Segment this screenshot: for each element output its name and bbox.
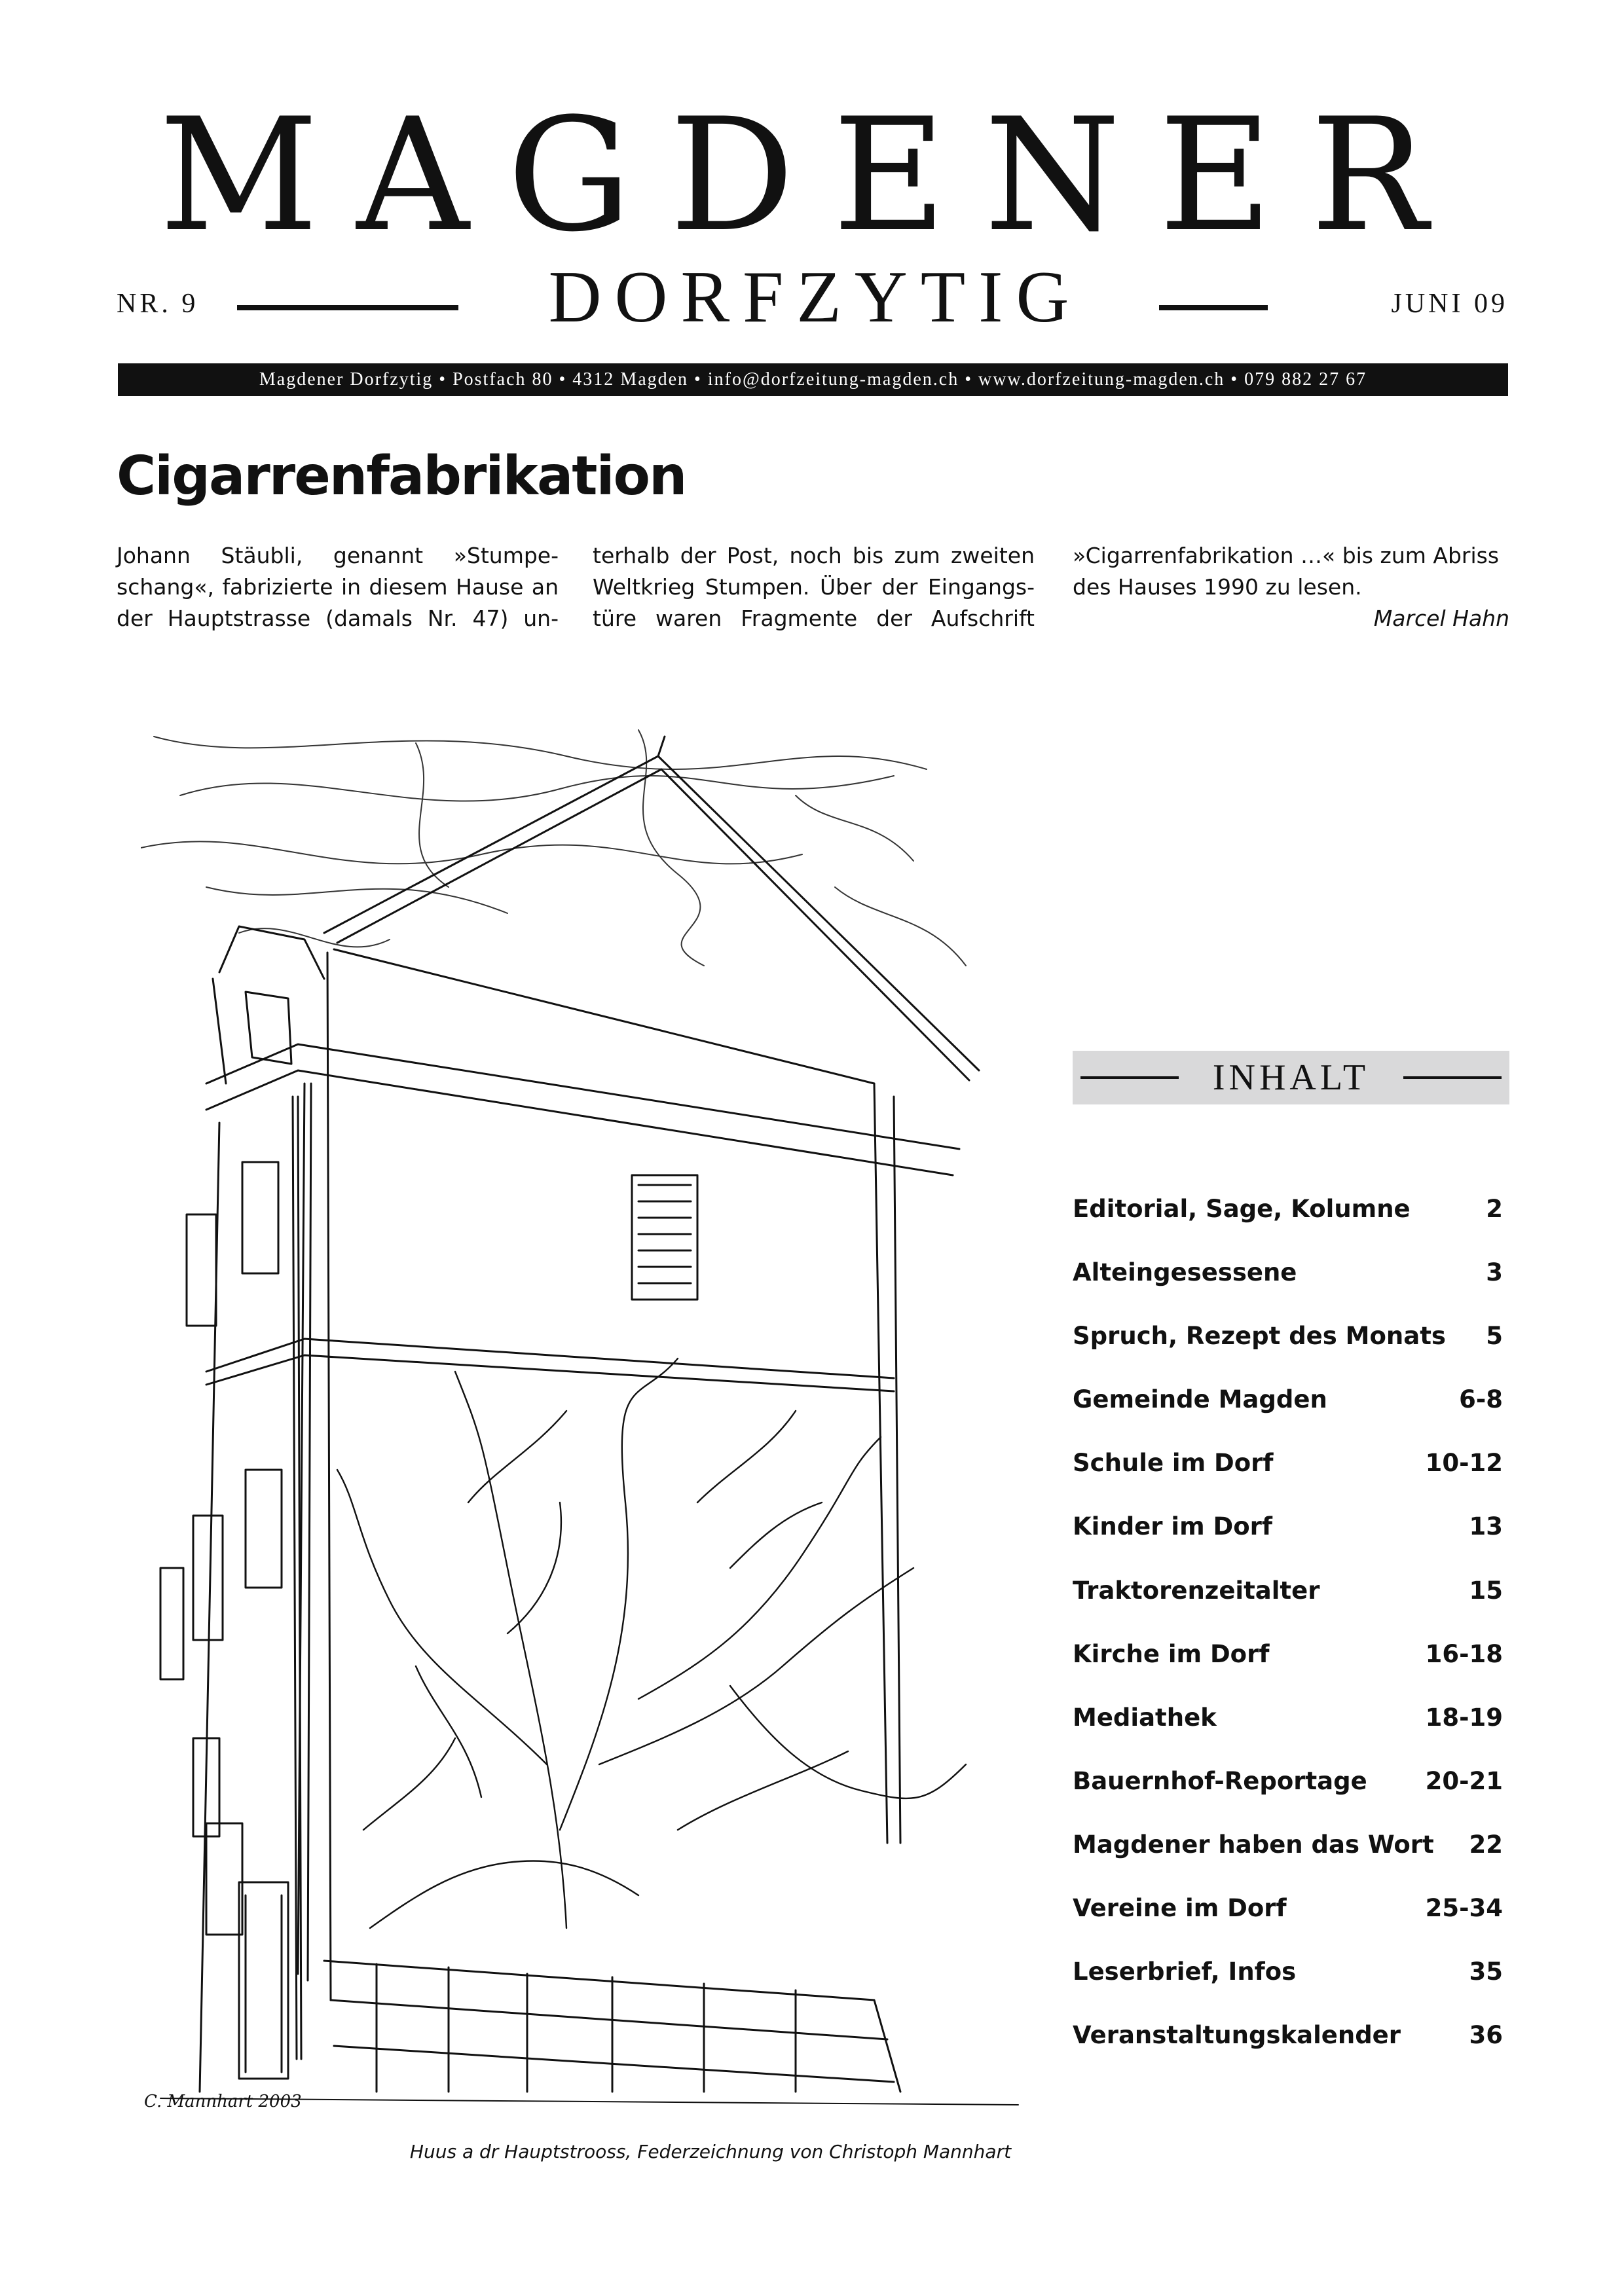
toc-page: 3: [1486, 1258, 1503, 1287]
toc-title: Gemeinde Magden: [1073, 1385, 1327, 1414]
issue-number: NR. 9: [117, 289, 199, 319]
toc-title: Bauernhof-Reportage: [1073, 1766, 1367, 1795]
toc-entry[interactable]: [1073, 1258, 1503, 1322]
toc-title: Kinder im Dorf: [1073, 1512, 1272, 1541]
toc-entry[interactable]: [1073, 1767, 1503, 1831]
masthead-rule-left: [237, 305, 458, 310]
toc-title: Spruch, Rezept des Monats: [1073, 1322, 1446, 1351]
contents-heading: INHALT: [1179, 1054, 1403, 1101]
toc-entry[interactable]: [1073, 1576, 1503, 1640]
toc-page: 15: [1469, 1576, 1503, 1605]
toc-title: Magdener haben das Wort: [1073, 1830, 1434, 1859]
masthead-title: MAGDENER: [158, 85, 1466, 266]
article-column-3: »Cigarrenfabrikation …« bis zum Abriss des Hauses 1990 zu lesen.: [1073, 543, 1500, 600]
toc-title: Alteingesessene: [1073, 1258, 1297, 1287]
masthead-subtitle: DORFZYTIG: [548, 257, 1082, 338]
table-of-contents: [1073, 1195, 1503, 2085]
toc-entry[interactable]: [1073, 1831, 1503, 1894]
toc-title: Schule im Dorf: [1073, 1449, 1274, 1478]
article-column-1: Johann Stäubli, genannt »Stumpe-schang«, fabrizierte in diesem Hause an der Hauptstrasse (damals Nr. 47) un-: [117, 543, 559, 631]
toc-page: 2: [1486, 1195, 1503, 1223]
masthead-rule-right: [1159, 305, 1268, 310]
contents-rule-right: [1403, 1076, 1502, 1079]
article-column-2: terhalb der Post, noch bis zum zweiten Weltkrieg Stumpen. Über der Eingangs-türe waren Fragmente der Aufschrift: [593, 543, 1035, 631]
toc-title: Kirche im Dorf: [1073, 1639, 1270, 1668]
toc-page: 25-34: [1425, 1894, 1503, 1923]
toc-entry[interactable]: [1073, 1385, 1503, 1449]
toc-entry[interactable]: [1073, 1958, 1503, 2021]
toc-page: 13: [1469, 1512, 1503, 1541]
toc-page: 5: [1486, 1322, 1503, 1351]
toc-entry[interactable]: [1073, 1512, 1503, 1576]
toc-page: 16-18: [1425, 1639, 1503, 1668]
house-pen-drawing-icon: [141, 717, 1044, 2118]
toc-title: Mediathek: [1073, 1703, 1217, 1732]
toc-page: 36: [1469, 2021, 1503, 2050]
toc-title: Veranstaltungskalender: [1073, 2021, 1401, 2050]
toc-page: 22: [1469, 1830, 1503, 1859]
toc-entry[interactable]: [1073, 1640, 1503, 1704]
issue-date: JUNI 09: [1391, 289, 1508, 319]
toc-page: 10-12: [1425, 1449, 1503, 1478]
contents-rule-left: [1080, 1076, 1179, 1079]
toc-title: Leserbrief, Infos: [1073, 1958, 1297, 1986]
toc-page: 20-21: [1425, 1766, 1503, 1795]
article-headline: Cigarrenfabrikation: [117, 445, 686, 507]
toc-title: Traktorenzeitalter: [1073, 1576, 1320, 1605]
toc-entry[interactable]: [1073, 1322, 1503, 1385]
artist-signature: C. Mannhart 2003: [144, 2092, 302, 2111]
toc-page: 6-8: [1459, 1385, 1503, 1414]
toc-entry[interactable]: [1073, 1894, 1503, 1958]
toc-entry[interactable]: [1073, 1704, 1503, 1767]
toc-title: Vereine im Dorf: [1073, 1894, 1287, 1923]
toc-entry[interactable]: [1073, 1449, 1503, 1512]
toc-entry[interactable]: [1073, 1195, 1503, 1258]
illustration-caption: Huus a dr Hauptstrooss, Federzeichnung von Christoph Mannhart: [409, 2141, 1012, 2162]
toc-entry[interactable]: [1073, 2021, 1503, 2085]
article-author: Marcel Hahn: [1373, 606, 1509, 631]
contact-info-bar: Magdener Dorfzytig • Postfach 80 • 4312 Magden • info@dorfzeitung-magden.ch • www.dorfzeitung-magden.ch • 079 882 27 67: [118, 363, 1508, 396]
toc-title: Editorial, Sage, Kolumne: [1073, 1195, 1411, 1223]
toc-page: 18-19: [1425, 1703, 1503, 1732]
toc-page: 35: [1469, 1958, 1503, 1986]
